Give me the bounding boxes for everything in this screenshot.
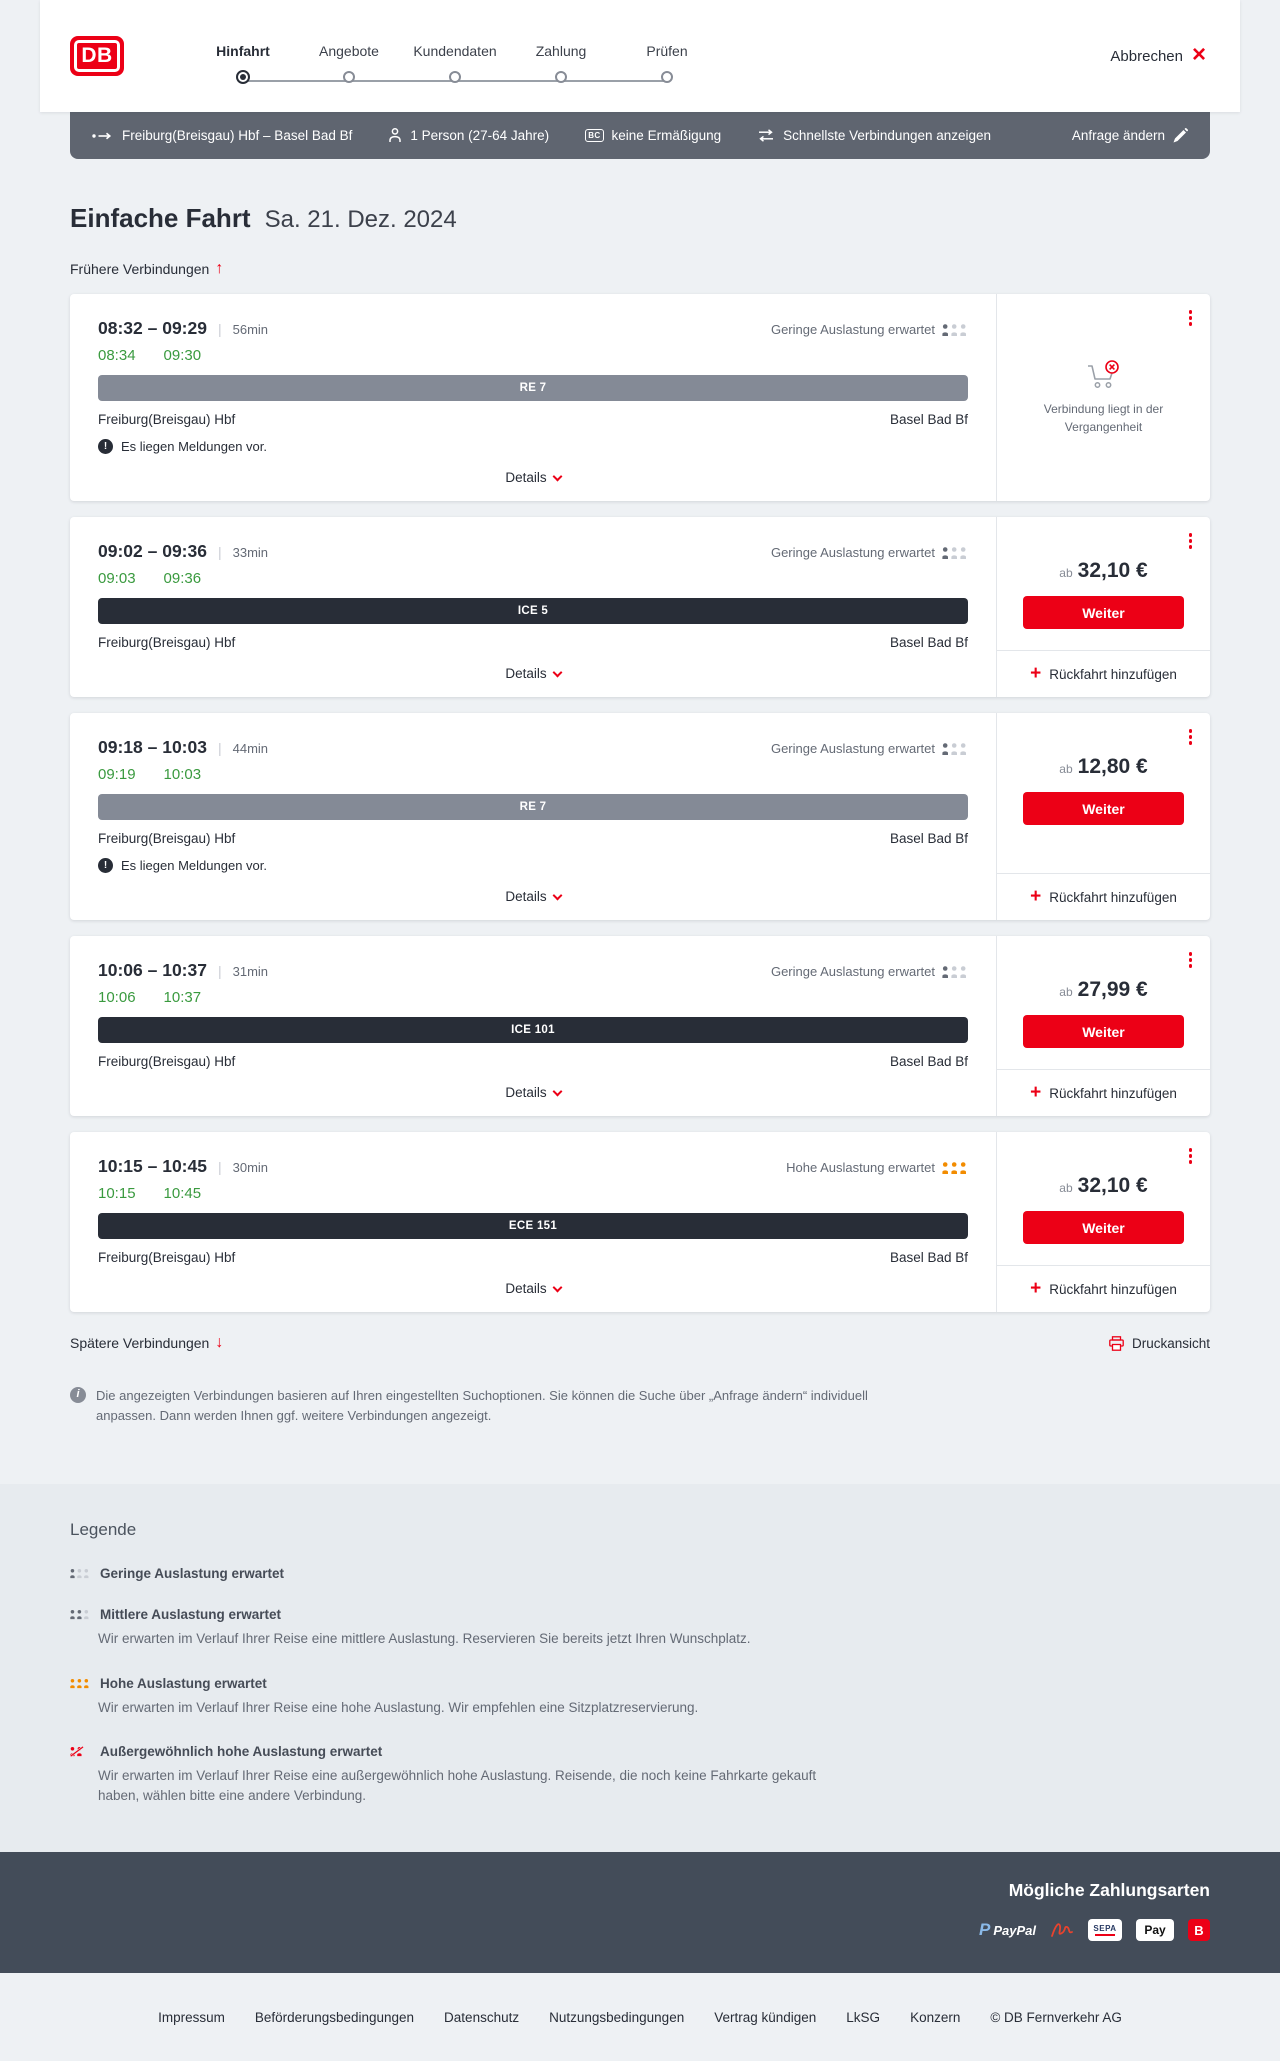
legend-title: Legende: [70, 1520, 137, 1540]
journey-duration: 33min: [232, 545, 269, 560]
lastschrift-signature-icon: [1050, 1920, 1074, 1940]
chevron-down-icon: [552, 1087, 562, 1097]
footer-link-befoerderungsbedingungen[interactable]: Beförderungsbedingungen: [254, 2009, 415, 2025]
destination-station: Basel Bad Bf: [889, 1054, 968, 1069]
details-toggle[interactable]: Details: [98, 666, 968, 681]
occupancy-indicator: Geringe Auslastung erwartet: [771, 964, 968, 979]
messages-note: ! Es liegen Meldungen vor.: [98, 439, 968, 454]
train-band: RE 7: [98, 794, 968, 820]
step-dot: [449, 71, 461, 83]
price: ab 27,99 €: [1059, 978, 1148, 1001]
chevron-down-icon: [552, 1283, 562, 1293]
step-kundendaten[interactable]: Kundendaten: [402, 43, 508, 84]
edit-request-button[interactable]: Anfrage ändern: [1072, 128, 1188, 143]
journey-times: 08:32 – 09:29: [98, 318, 207, 338]
sepa-icon: SEPA: [1088, 1919, 1122, 1941]
card-menu-button[interactable]: [1186, 726, 1196, 748]
step-zahlung[interactable]: Zahlung: [508, 43, 614, 84]
checkout-stepper: [190, 29, 720, 84]
step-angebote[interactable]: Angebote: [296, 43, 402, 84]
page-title: Einfache Fahrt: [70, 203, 251, 233]
realtime-times: 10:06 10:37: [98, 989, 202, 1006]
occupancy-exceptional-icon: [70, 1745, 90, 1758]
chevron-down-icon: [552, 472, 562, 482]
occupancy-low-icon: [942, 966, 968, 978]
destination-station: Basel Bad Bf: [889, 831, 968, 846]
passenger-summary: 1 Person (27-64 Jahre): [388, 128, 549, 143]
occupancy-medium-icon: [70, 1608, 90, 1621]
b-pay-icon: B: [1188, 1919, 1210, 1941]
realtime-times: 09:03 09:36: [98, 570, 202, 587]
earlier-connections-link[interactable]: Frühere Verbindungen ↑: [70, 260, 224, 277]
step-dot-active: [236, 70, 250, 84]
swap-arrows-icon: [757, 129, 775, 142]
card-menu-button[interactable]: [1186, 530, 1196, 552]
plus-icon: +: [1030, 1277, 1042, 1299]
search-options-info: i Die angezeigten Verbindungen basieren auf Ihren eingestellten Suchoptionen. Sie können die Suche über „Anfrage ändern“ individuell anpassen. Dann werden Ihnen ggf. weitere Verbindungen angezeigt.: [70, 1386, 890, 1426]
journey-duration: 30min: [232, 1160, 269, 1175]
arrow-up-icon: ↑: [215, 260, 224, 277]
messages-note: ! Es liegen Meldungen vor.: [98, 858, 968, 873]
journey-times: 09:18 – 10:03: [98, 737, 207, 757]
journey-times: 09:02 – 09:36: [98, 541, 207, 561]
apple-pay-icon: Pay: [1136, 1919, 1174, 1941]
journey-card: 08:32 – 09:29 | 56min Geringe Auslastung erwartet 08:34 09:30 RE 7 Freiburg(Breisgau) Hbf Basel Bad Bf ! Es liegen Meldungen vor. Details Verbindung liegt in der Vergangenheit: [70, 294, 1210, 501]
journey-card: 09:02 – 09:36 | 33min Geringe Auslastung erwartet 09:03 09:36 ICE 5 Freiburg(Breisgau) Hbf Basel Bad Bf Details ab 32,10 € Weiter + Rückfahrt hinzufügen: [70, 517, 1210, 697]
legend-item-exceptional: Außergewöhnlich hohe Auslastung erwartet Wir erwarten im Verlauf Ihrer Reise eine außergewöhnlich hohe Auslastung. Reisende, die noch keine Fahrkarte gekauft haben, wählen bitte eine andere Verbindung.: [70, 1744, 1210, 1807]
destination-station: Basel Bad Bf: [889, 635, 968, 650]
person-icon: [388, 128, 402, 143]
db-logo[interactable]: [70, 36, 124, 76]
realtime-times: 10:15 10:45: [98, 1185, 202, 1202]
plus-icon: +: [1030, 1081, 1042, 1103]
journey-card: 10:15 – 10:45 | 30min Hohe Auslastung erwartet 10:15 10:45 ECE 151 Freiburg(Breisgau) Hbf Basel Bad Bf Details ab 32,10 € Weiter + Rückfahrt hinzufügen: [70, 1132, 1210, 1312]
travel-date: Sa. 21. Dez. 2024: [264, 206, 457, 233]
fastest-connections-toggle[interactable]: Schnellste Verbindungen anzeigen: [757, 128, 991, 143]
alert-icon: !: [98, 439, 113, 454]
price: ab 32,10 €: [1059, 1174, 1148, 1197]
cancel-button[interactable]: Abbrechen ×: [1110, 41, 1206, 68]
occupancy-low-icon: [942, 743, 968, 755]
card-menu-button[interactable]: [1186, 949, 1196, 971]
db-logo-text: DB: [81, 44, 113, 67]
realtime-times: 09:19 10:03: [98, 766, 202, 783]
journey-duration: 44min: [232, 741, 269, 756]
details-toggle[interactable]: Details: [98, 889, 968, 904]
printer-icon: [1109, 1336, 1124, 1351]
pencil-icon: [1173, 128, 1188, 143]
occupancy-low-icon: [942, 547, 968, 559]
occupancy-high-icon: [942, 1162, 968, 1174]
arrow-down-icon: ↓: [215, 1334, 224, 1351]
footer-link-impressum[interactable]: Impressum: [158, 2009, 225, 2025]
chevron-down-icon: [552, 891, 562, 901]
paypal-icon: P PayPal: [979, 1920, 1036, 1940]
alert-icon: !: [98, 858, 113, 873]
price: ab 12,80 €: [1059, 755, 1148, 778]
weiter-button[interactable]: Weiter: [1023, 1211, 1184, 1244]
route-summary: Freiburg(Breisgau) Hbf – Basel Bad Bf: [92, 128, 352, 143]
train-band: RE 7: [98, 375, 968, 401]
info-icon: i: [70, 1387, 86, 1403]
step-dot: [555, 71, 567, 83]
destination-station: Basel Bad Bf: [889, 1250, 968, 1265]
realtime-times: 08:34 09:30: [98, 347, 202, 364]
footer-link-nutzungsbedingungen[interactable]: Nutzungsbedingungen: [549, 2009, 685, 2025]
details-toggle[interactable]: Details: [98, 470, 968, 485]
step-dot: [661, 71, 673, 83]
close-icon: ×: [1191, 41, 1206, 68]
occupancy-indicator: Geringe Auslastung erwartet: [771, 545, 968, 560]
occupancy-low-icon: [70, 1567, 90, 1580]
origin-station: Freiburg(Breisgau) Hbf: [98, 831, 236, 846]
add-return-button[interactable]: + Rückfahrt hinzufügen: [997, 1265, 1210, 1312]
card-menu-button[interactable]: [1186, 307, 1196, 329]
origin-station: Freiburg(Breisgau) Hbf: [98, 635, 236, 650]
add-return-button[interactable]: + Rückfahrt hinzufügen: [997, 873, 1210, 920]
price: ab 32,10 €: [1059, 559, 1148, 582]
later-connections-link[interactable]: Spätere Verbindungen ↓: [70, 1334, 224, 1351]
train-band: ECE 151: [98, 1213, 968, 1239]
details-toggle[interactable]: Details: [98, 1085, 968, 1100]
legend-item-medium: Mittlere Auslastung erwartet Wir erwarten im Verlauf Ihrer Reise eine mittlere Auslastung. Reservieren Sie bereits jetzt Ihren Wunschplatz.: [70, 1607, 1210, 1649]
journey-times: 10:06 – 10:37: [98, 960, 207, 980]
step-pruefen[interactable]: Prüfen: [614, 43, 720, 84]
train-band: ICE 5: [98, 598, 968, 624]
footer-link-konzern[interactable]: Konzern: [910, 2009, 961, 2025]
search-summary-bar: [70, 112, 1210, 159]
header: [40, 0, 1240, 112]
legend-section: [0, 1484, 1280, 1852]
add-return-button[interactable]: + Rückfahrt hinzufügen: [997, 650, 1210, 697]
weiter-button[interactable]: Weiter: [1023, 596, 1184, 629]
bahncard-icon: BC: [585, 129, 603, 142]
copyright: © DB Fernverkehr AG: [990, 2009, 1122, 2025]
card-menu-button[interactable]: [1186, 1145, 1196, 1167]
cart-unavailable-icon: [1085, 359, 1123, 393]
occupancy-indicator: Hohe Auslastung erwartet: [786, 1160, 968, 1175]
route-icon: [92, 131, 114, 141]
footer-link-lksg[interactable]: LkSG: [846, 2009, 881, 2025]
journey-duration: 31min: [232, 964, 269, 979]
past-connection-note: Verbindung liegt in der Vergangenheit: [997, 333, 1210, 462]
legend-item-low: Geringe Auslastung erwartet: [70, 1566, 1210, 1581]
discount-summary: BC keine Ermäßigung: [585, 128, 721, 143]
occupancy-low-icon: [942, 324, 968, 336]
plus-icon: +: [1030, 885, 1042, 907]
weiter-button[interactable]: Weiter: [1023, 792, 1184, 825]
print-view-link[interactable]: Druckansicht: [1109, 1336, 1210, 1351]
occupancy-indicator: Geringe Auslastung erwartet: [771, 322, 968, 337]
train-band: ICE 101: [98, 1017, 968, 1043]
journey-duration: 56min: [232, 322, 269, 337]
footer-link-vertrag-kuendigen[interactable]: Vertrag kündigen: [714, 2009, 817, 2025]
plus-icon: +: [1030, 662, 1042, 684]
destination-station: Basel Bad Bf: [889, 412, 968, 427]
payment-title: Mögliche Zahlungsarten: [1008, 1880, 1210, 1901]
payment-icons: [70, 1919, 1210, 1941]
chevron-down-icon: [552, 668, 562, 678]
step-hinfahrt[interactable]: Hinfahrt: [190, 43, 296, 84]
journey-times: 10:15 – 10:45: [98, 1156, 207, 1176]
occupancy-indicator: Geringe Auslastung erwartet: [771, 741, 968, 756]
weiter-button[interactable]: Weiter: [1023, 1015, 1184, 1048]
step-dot: [343, 71, 355, 83]
journey-card: 10:06 – 10:37 | 31min Geringe Auslastung erwartet 10:06 10:37 ICE 101 Freiburg(Breisgau) Hbf Basel Bad Bf Details ab 27,99 € Weiter + Rückfahrt hinzufügen: [70, 936, 1210, 1116]
origin-station: Freiburg(Breisgau) Hbf: [98, 412, 236, 427]
journey-card: 09:18 – 10:03 | 44min Geringe Auslastung erwartet 09:19 10:03 RE 7 Freiburg(Breisgau) Hbf Basel Bad Bf ! Es liegen Meldungen vor. Details ab 12,80 € Weiter + Rückfahrt hinzufügen: [70, 713, 1210, 920]
footer-link-datenschutz[interactable]: Datenschutz: [444, 2009, 520, 2025]
add-return-button[interactable]: + Rückfahrt hinzufügen: [997, 1069, 1210, 1116]
origin-station: Freiburg(Breisgau) Hbf: [98, 1054, 236, 1069]
legend-item-high: Hohe Auslastung erwartet Wir erwarten im Verlauf Ihrer Reise eine hohe Auslastung. Wir empfehlen eine Sitzplatzreservierung.: [70, 1676, 1210, 1718]
origin-station: Freiburg(Breisgau) Hbf: [98, 1250, 236, 1265]
footer: [0, 1973, 1280, 2061]
payment-section: [0, 1852, 1280, 1973]
occupancy-high-icon: [70, 1677, 90, 1690]
results-title-row: [70, 203, 1210, 234]
details-toggle[interactable]: Details: [98, 1281, 968, 1296]
